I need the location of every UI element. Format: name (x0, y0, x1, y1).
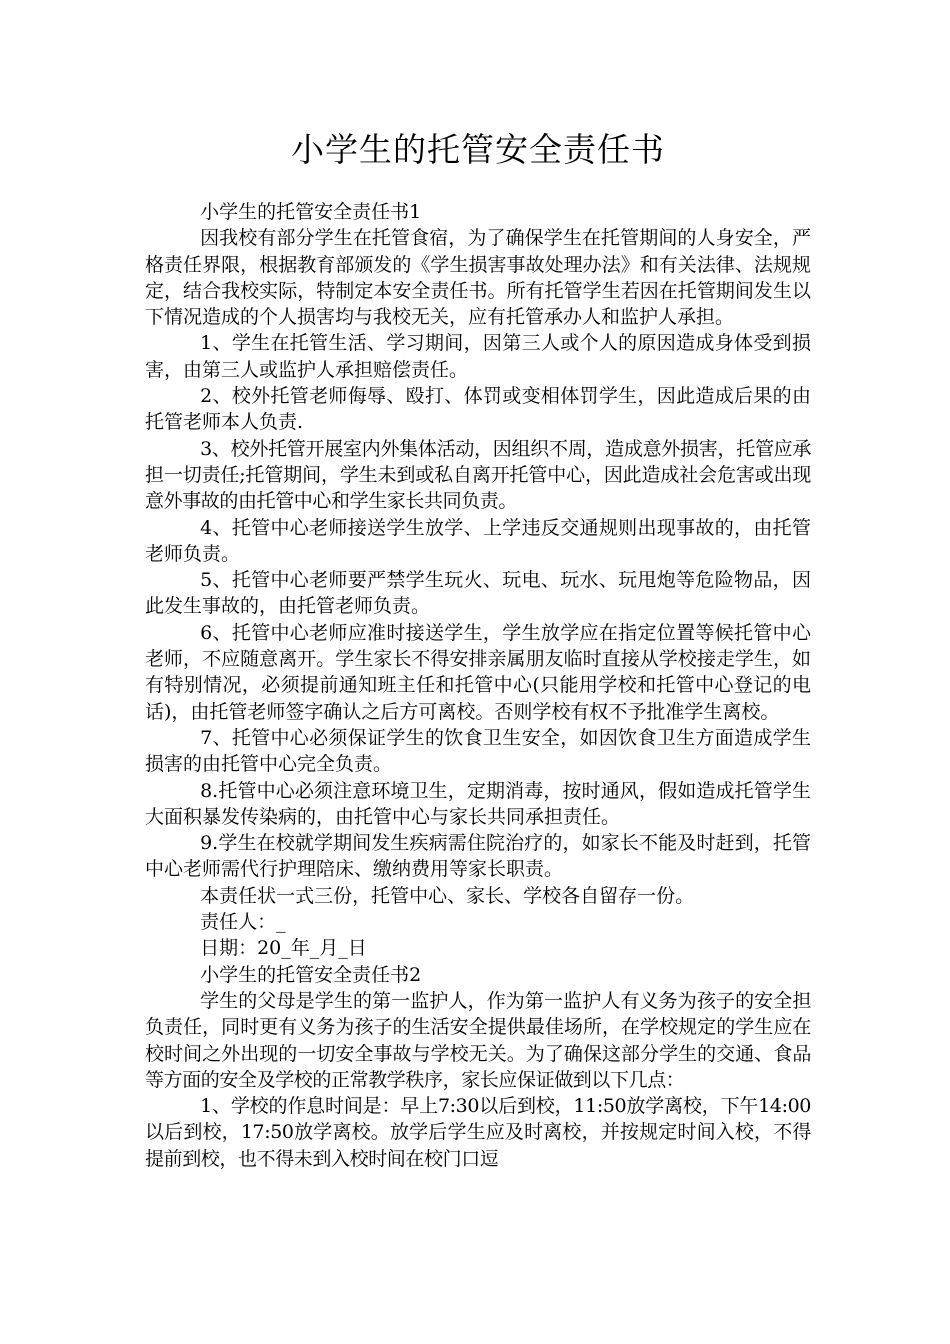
document-title: 小学生的托管安全责任书 (291, 130, 665, 169)
paragraph: 学生的父母是学生的第一监护人，作为第一监护人有义务为孩子的安全担负责任，同时更有义务为孩子的生活安全提供最佳场所，在学校规定的学生应在校时间之外出现的一切安全事故与学校无关。为了确保这部分学生的交通、食品等方面的安全及学校的正常教学秩序，家长应保证做到以下几点： (145, 989, 811, 1091)
clause-6: 6、托管中心老师应准时接送学生，学生放学应在指定位置等候托管中心老师，不应随意离开。学生家长不得安排亲属朋友临时直接从学校接走学生，如有特别情况，必须提前通知班主任和托管中心(只能用学校和托管中心登记的电话)，由托管老师签字确认之后方可离校。否则学校有权不予批准学生离校。 (145, 621, 811, 723)
date-line: 日期：20_年_月_日 (200, 937, 367, 960)
clause-1: 1、学校的作息时间是：早上7:30以后到校，11:50放学离校，下午14:00以后到校，17:50放学离校。放学后学生应及时离校，并按规定时间入校，不得提前到校，也不得未到入校时间在校门口逗 (145, 1095, 811, 1170)
clause-9: 9.学生在校就学期间发生疾病需住院治疗的，如家长不能及时赶到，托管中心老师需代行护理陪床、缴纳费用等家长职责。 (145, 832, 811, 881)
clause-7: 7、托管中心必须保证学生的饮食卫生安全，如因饮食卫生方面造成学生损害的由托管中心完全负责。 (145, 726, 811, 776)
clause-1: 1、学生在托管生活、学习期间，因第三人或个人的原因造成身体受到损害，由第三人或监护人承担赔偿责任。 (145, 332, 811, 381)
clause-4: 4、托管中心老师接送学生放学、上学违反交通规则出现事故的，由托管老师负责。 (145, 516, 811, 565)
paragraph: 因我校有部分学生在托管食宿，为了确保学生在托管期间的人身安全，严格责任界限，根据教育部颁发的《学生损害事故处理办法》和有关法律、法规规定，结合我校实际，特制定本安全责任书。所有托管学生若因在托管期间发生以下情况造成的个人损害均与我校无关，应有托管承办人和监护人承担。 (145, 227, 811, 329)
closing-statement: 本责任状一式三份，托管中心、家长、学校各自留存一份。 (200, 884, 695, 907)
clause-3: 3、校外托管开展室内外集体活动，因组织不周，造成意外损害，托管应承担一切责任;托管期间，学生未到或私自离开托管中心，因此造成社会危害或出现意外事故的由托管中心和学生家长共同负责。 (145, 437, 811, 513)
clause-2: 2、校外托管老师侮辱、殴打、体罚或变相体罚学生，因此造成后果的由托管老师本人负责. (145, 385, 811, 434)
document-body (145, 199, 811, 1172)
clause-8: 8.托管中心必须注意环境卫生，定期消毒，按时通风，假如造成托管学生大面积暴发传染病的，由托管中心与家长共同承担责任。 (145, 779, 811, 828)
responsible-person-line: 责任人：_ (200, 911, 286, 934)
section-heading-1: 小学生的托管安全责任书1 (200, 201, 422, 223)
section-heading-2: 小学生的托管安全责任书2 (200, 963, 422, 986)
clause-5: 5、托管中心老师要严禁学生玩火、玩电、玩水、玩甩炮等危险物品，因此发生事故的，由托管老师负责。 (145, 569, 811, 618)
